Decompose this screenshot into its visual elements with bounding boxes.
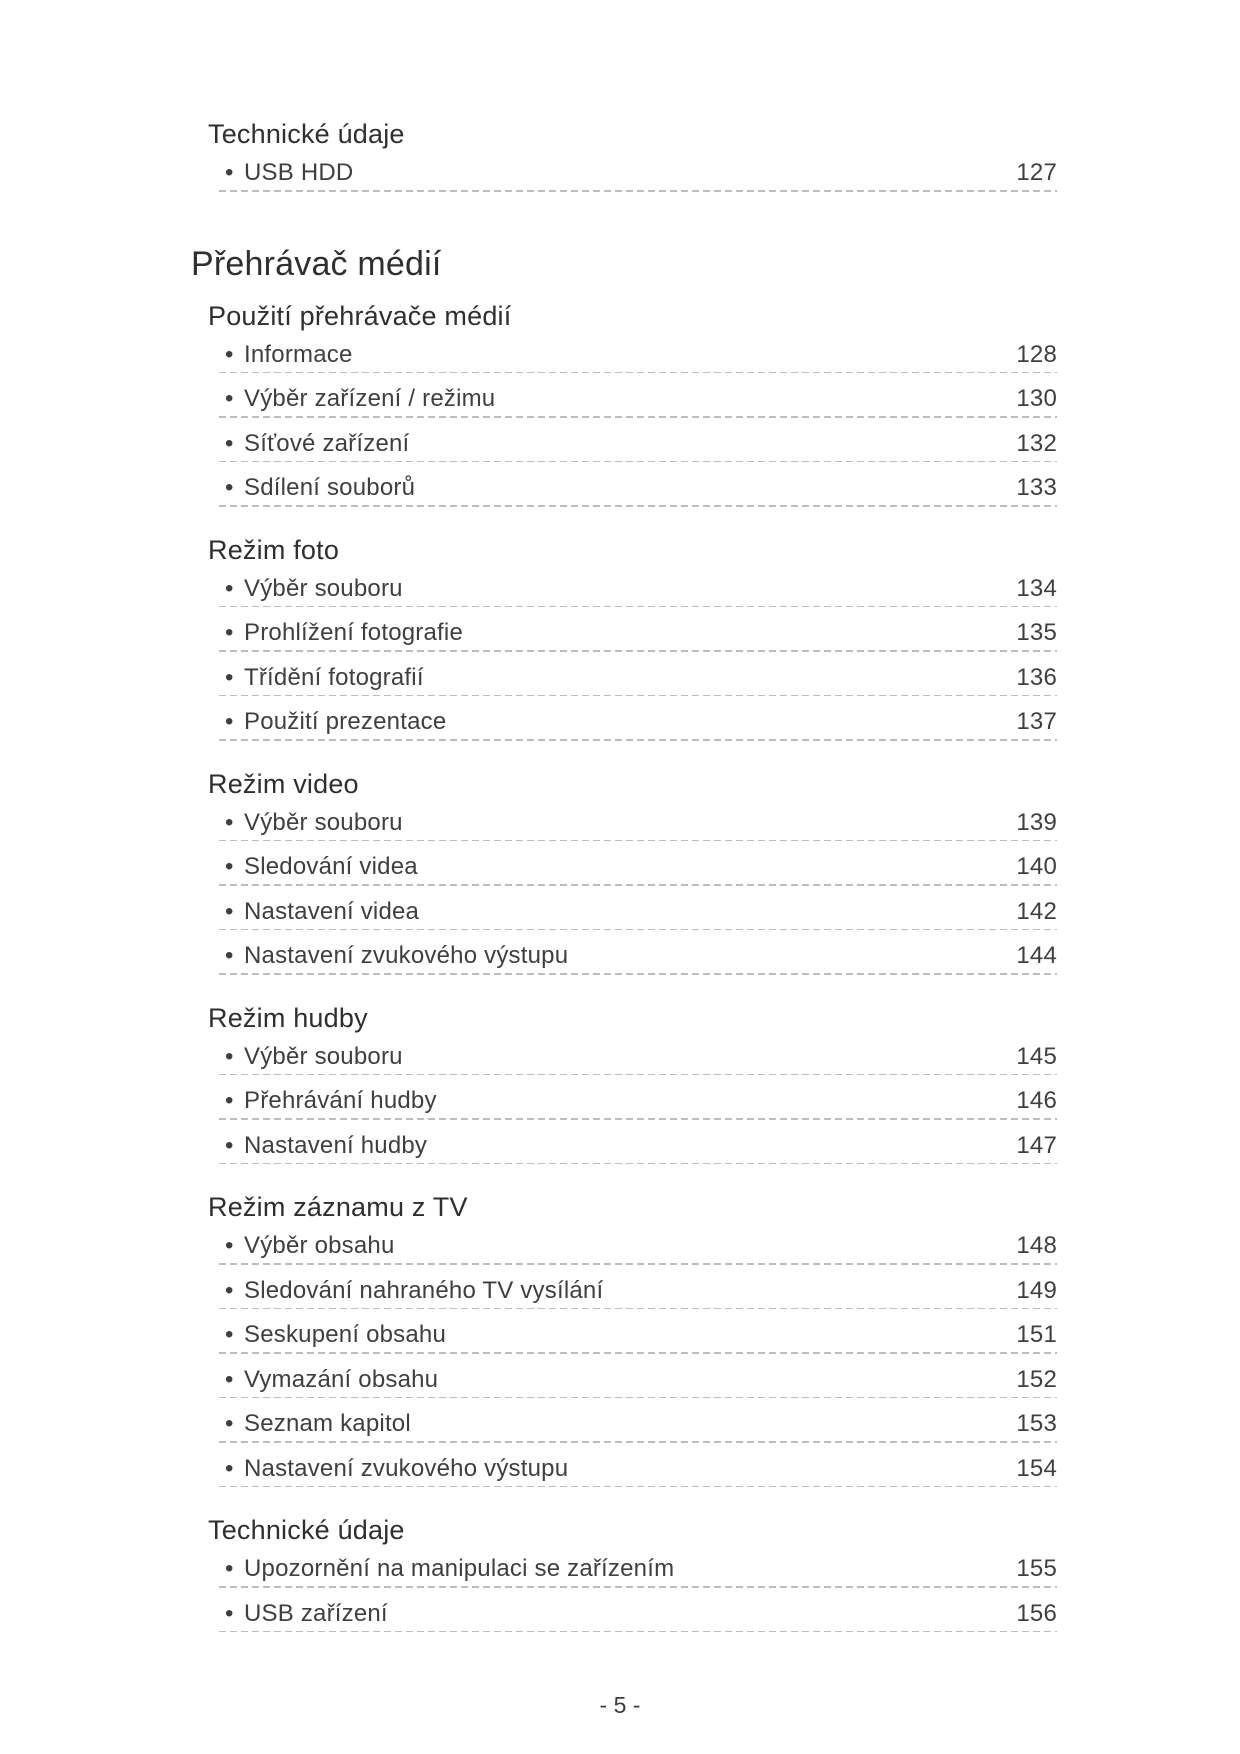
toc-entry[interactable]	[219, 1031, 1057, 1076]
bullet: •	[225, 708, 234, 735]
toc-entry-title: Prohlížení fotografie	[244, 619, 463, 646]
toc-entry[interactable]	[219, 418, 1057, 463]
bullet: •	[225, 1321, 234, 1348]
toc-entry-title: Informace	[244, 340, 353, 368]
toc-entry[interactable]	[219, 1543, 1057, 1588]
toc-entry-title: USB HDD	[244, 159, 354, 186]
toc-entry-title: Použití prezentace	[244, 708, 447, 735]
bullet: •	[225, 897, 234, 925]
toc-entry-page: 154	[1016, 1454, 1057, 1482]
toc-entry-page: 144	[1016, 942, 1057, 969]
toc-entry-page: 127	[1016, 159, 1057, 186]
toc-entry-title: Sledování nahraného TV vysílání	[244, 1276, 604, 1304]
toc-section	[191, 768, 1057, 975]
toc-entry[interactable]	[219, 1398, 1057, 1443]
toc-entry[interactable]	[219, 1220, 1057, 1265]
toc-entry-title: Výběr souboru	[244, 808, 403, 836]
bullet: •	[225, 340, 234, 368]
bullet: •	[225, 474, 234, 501]
bullet: •	[225, 574, 234, 602]
toc-entry[interactable]	[219, 1075, 1057, 1120]
bullet: •	[225, 429, 234, 457]
toc-chapter	[191, 244, 1057, 1633]
toc-entry-page: 156	[1016, 1599, 1057, 1627]
toc-entry-page: 146	[1016, 1087, 1057, 1114]
section-title: Technické údaje	[208, 119, 405, 149]
toc-entry-title: Nastavení videa	[244, 897, 420, 925]
bullet: •	[225, 1410, 234, 1437]
toc-entry-title: Výběr souboru	[244, 1042, 403, 1070]
toc-entry[interactable]	[219, 329, 1057, 374]
toc-section	[191, 534, 1057, 741]
bullet: •	[225, 619, 234, 646]
toc-entry-title: Nastavení hudby	[244, 1131, 428, 1159]
toc-entry-title: Seznam kapitol	[244, 1410, 411, 1437]
toc-entry-page: 132	[1016, 429, 1057, 457]
toc-entry[interactable]	[219, 797, 1057, 842]
toc-section	[191, 1517, 1057, 1632]
toc-entry[interactable]	[219, 652, 1057, 697]
toc-entry-page: 134	[1016, 574, 1057, 602]
toc-entry[interactable]	[219, 373, 1057, 418]
bullet: •	[225, 1454, 234, 1482]
bullet: •	[225, 1555, 234, 1582]
bullet: •	[225, 1276, 234, 1304]
section-title: Režim záznamu z TV	[208, 1192, 468, 1222]
toc-entry-title: Výběr zařízení / režimu	[244, 385, 496, 412]
bullet: •	[225, 942, 234, 969]
bullet: •	[225, 1365, 234, 1393]
toc-entry-page: 149	[1016, 1276, 1057, 1304]
toc-section	[191, 300, 1057, 507]
toc-entry-title: Síťové zařízení	[244, 429, 410, 457]
section-title: Režim hudby	[208, 1002, 368, 1033]
toc-entry-title: Třídění fotografií	[244, 663, 424, 691]
toc-entry-page: 130	[1016, 385, 1057, 412]
toc-entry-title: Výběr souboru	[244, 574, 403, 602]
toc-entry-page: 136	[1016, 663, 1057, 691]
section-title: Použití přehrávače médií	[208, 300, 512, 331]
toc-entry-page: 140	[1016, 853, 1057, 880]
toc-entry[interactable]	[219, 696, 1057, 741]
bullet: •	[225, 808, 234, 836]
section-title: Režim video	[208, 768, 359, 799]
toc-entry-page: 128	[1016, 340, 1057, 368]
bullet: •	[225, 1599, 234, 1627]
bullet: •	[225, 1042, 234, 1070]
toc-entry-title: Sledování videa	[244, 853, 418, 880]
toc-entry[interactable]	[219, 147, 1057, 192]
toc-entry[interactable]	[219, 1443, 1057, 1488]
toc-entry-page: 137	[1016, 708, 1057, 735]
toc-entry-page: 148	[1016, 1232, 1057, 1259]
toc-entry-title: Vymazání obsahu	[244, 1365, 439, 1393]
toc-entry-title: Upozornění na manipulaci se zařízením	[244, 1555, 675, 1582]
toc-entry-title: Přehrávání hudby	[244, 1087, 437, 1114]
toc-entry-page: 139	[1016, 808, 1057, 836]
bullet: •	[225, 663, 234, 691]
toc-section	[191, 1194, 1057, 1487]
bullet: •	[225, 1131, 234, 1159]
toc-section	[191, 1002, 1057, 1165]
bullet: •	[225, 1232, 234, 1259]
toc-entry-title: Nastavení zvukového výstupu	[244, 1454, 569, 1482]
toc-entry-page: 135	[1016, 619, 1057, 646]
bullet: •	[225, 159, 234, 186]
toc-entry-title: USB zařízení	[244, 1599, 388, 1627]
toc-entry-title: Výběr obsahu	[244, 1232, 395, 1259]
toc-entry-page: 151	[1016, 1321, 1057, 1348]
toc-entry[interactable]	[219, 462, 1057, 507]
toc-entry[interactable]	[219, 930, 1057, 975]
toc-entry[interactable]	[219, 1265, 1057, 1310]
toc-entry-title: Sdílení souborů	[244, 474, 416, 501]
toc-entry[interactable]	[219, 563, 1057, 608]
toc-entry-title: Seskupení obsahu	[244, 1321, 447, 1348]
table-of-contents	[191, 121, 1057, 1632]
section-title: Technické údaje	[208, 1515, 405, 1545]
bullet: •	[225, 1087, 234, 1114]
toc-entry-page: 153	[1016, 1410, 1057, 1437]
toc-entry-page: 155	[1016, 1555, 1057, 1582]
toc-entry[interactable]	[219, 1309, 1057, 1354]
toc-entry[interactable]	[219, 1588, 1057, 1633]
page-number: - 5 -	[599, 1692, 641, 1718]
chapter-title: Přehrávač médií	[191, 244, 442, 283]
toc-entry[interactable]	[219, 1120, 1057, 1165]
toc-entry-page: 142	[1016, 897, 1057, 925]
toc-entry[interactable]	[219, 1354, 1057, 1399]
toc-entry-title: Nastavení zvukového výstupu	[244, 942, 569, 969]
bullet: •	[225, 853, 234, 880]
toc-entry-page: 145	[1016, 1042, 1057, 1070]
toc-entry-page: 133	[1016, 474, 1057, 501]
toc-section	[191, 121, 1057, 192]
toc-entry[interactable]	[219, 607, 1057, 652]
toc-entry-page: 152	[1016, 1365, 1057, 1393]
toc-entry[interactable]	[219, 841, 1057, 886]
section-title: Režim foto	[208, 534, 340, 565]
bullet: •	[225, 385, 234, 412]
toc-entry[interactable]	[219, 886, 1057, 931]
toc-entry-page: 147	[1016, 1131, 1057, 1159]
